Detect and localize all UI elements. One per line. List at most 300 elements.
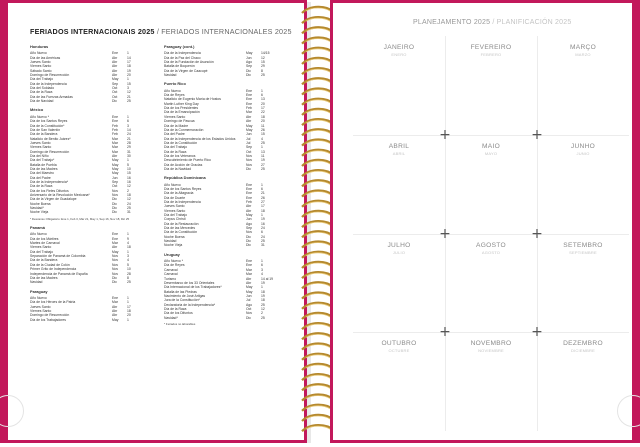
holiday-note: * Descanso Obligatorio: Ene 1, Feb 3, Mar 21, May 1, Sep 16, Nov 18, Dic 25	[30, 216, 130, 221]
holiday-month: Abr	[112, 60, 118, 65]
holiday-name: Desembarco de los 33 Orientales	[164, 280, 215, 285]
holiday-day: 20	[261, 119, 265, 124]
holiday-name: Año Nuevo	[30, 51, 47, 56]
holiday-name: Año Nuevo *	[164, 259, 184, 264]
holiday-name: Corpus Christi	[164, 217, 186, 222]
holiday-day: 24	[127, 201, 131, 206]
grid-divider-horizontal	[353, 234, 629, 235]
holiday-day: 25	[127, 206, 131, 211]
holiday-month: Mar	[246, 272, 252, 277]
holiday-month: May	[112, 77, 119, 82]
holiday-month: Feb	[246, 106, 252, 111]
holiday-month: Oct	[112, 184, 118, 189]
holiday-month: Ene	[246, 259, 253, 264]
holiday-name: Día del Niño	[30, 153, 49, 158]
holiday-month: Jul	[246, 298, 251, 303]
holiday-month: Abr	[246, 114, 252, 119]
month-cell	[353, 44, 445, 57]
holiday-day: 25	[127, 99, 131, 104]
holiday-name: Viernes Santo	[164, 114, 186, 119]
holiday-name: Día del Maestro	[30, 171, 54, 176]
holiday-day: 13	[261, 149, 265, 154]
month-cell	[537, 143, 629, 156]
holiday-month: May	[246, 51, 253, 56]
holiday-name: Día de la Raza	[30, 184, 53, 189]
holiday-month: Ene	[246, 97, 253, 102]
holiday-day: 16	[261, 221, 265, 226]
holiday-month: Ene	[246, 93, 253, 98]
month-name-es: FEBRERO	[480, 52, 502, 57]
holiday-day: 6	[127, 119, 129, 124]
holiday-name: Día de la Altagracia	[164, 191, 194, 196]
holiday-name: Año Nuevo	[164, 88, 181, 93]
holiday-day: 12	[127, 184, 131, 189]
holiday-month: Nov	[246, 153, 253, 158]
holiday-day: 1	[127, 295, 129, 300]
holiday-day: 31	[261, 243, 265, 248]
country-heading: República Dominicana	[164, 175, 206, 181]
holiday-day: 3	[127, 123, 129, 128]
holiday-name: Jura de la Constitución*	[164, 298, 200, 303]
holiday-day: 27	[261, 200, 265, 204]
holiday-month: Abr	[112, 308, 118, 313]
holiday-name: Día de la Ciudad de Colón	[30, 262, 70, 267]
holiday-day: 3	[127, 254, 129, 259]
holiday-month: Dic	[112, 206, 117, 211]
holiday-day: 18	[127, 64, 131, 69]
holiday-name: Día del Soldado	[30, 86, 55, 91]
holiday-day: 14	[127, 127, 131, 132]
grid-divider-horizontal	[353, 332, 629, 333]
month-name-es: MARZO	[575, 52, 591, 57]
holiday-month: Jun	[246, 217, 252, 222]
holiday-month: May	[112, 249, 119, 254]
month-cell	[445, 242, 537, 255]
holiday-day: 1	[127, 158, 129, 163]
holiday-month: Dic	[112, 99, 117, 104]
holiday-name: Día de los Héroes de la Patria	[30, 300, 76, 305]
holiday-day: 31	[127, 210, 131, 215]
month-name-es: DICIEMBRE	[570, 348, 596, 354]
holiday-day: 1	[261, 182, 263, 187]
holiday-name: Viernes Santo	[30, 308, 52, 313]
month-cell	[445, 143, 537, 156]
holiday-day: 18	[127, 245, 131, 250]
holiday-month: Ene	[246, 182, 253, 187]
holiday-name: Natalicio de Eugenio María de Hostos	[164, 97, 221, 102]
title-es: / FERIADOS INTERNACIONALES 2025	[154, 27, 292, 36]
holiday-month: Nov	[112, 267, 119, 272]
holiday-day: 4	[261, 272, 263, 277]
holiday-month: Jun	[246, 132, 252, 137]
holiday-month: Sep	[246, 226, 253, 231]
holiday-day: 24	[261, 226, 265, 231]
holiday-month: May	[246, 285, 253, 290]
holiday-name: Separación de Panamá de Colombia	[30, 254, 86, 259]
holiday-name: Día del Padre	[30, 175, 51, 180]
holiday-month: Ene	[112, 51, 119, 56]
holiday-day: 13	[261, 97, 265, 102]
holiday-month: Abr	[246, 280, 252, 285]
holiday-day: 29	[127, 145, 131, 150]
holiday-name: Viernes Santo	[30, 245, 52, 250]
month-name-pt: AGOSTO	[476, 241, 506, 249]
month-name-es: MAYO	[484, 150, 498, 156]
holiday-day: 31	[127, 149, 131, 154]
holiday-day: 14/15	[261, 51, 270, 56]
holiday-month: Abr	[112, 245, 118, 250]
holiday-day: 25	[127, 280, 131, 285]
holiday-month: Dic	[246, 68, 251, 73]
holiday-name: Primer Grito de Independencia	[30, 267, 77, 272]
holiday-name: Sábado Santo	[30, 68, 52, 73]
holiday-day: 1	[127, 114, 129, 119]
holiday-name: Navidad*	[30, 206, 44, 211]
holiday-name: Día de la Bandera	[30, 258, 58, 263]
holiday-day: 18	[261, 114, 265, 119]
holiday-day: 1	[127, 51, 129, 56]
holiday-name: Día de la Restauración	[164, 221, 199, 226]
holiday-day: 4	[127, 241, 129, 246]
holiday-name: Navidad	[164, 239, 177, 244]
planning-title-es: / PLANIFICACIÓN 2025	[490, 19, 572, 26]
holiday-month: Dic	[246, 243, 251, 248]
month-cell	[445, 340, 537, 353]
holiday-day: 17	[127, 60, 131, 65]
holiday-day: 24	[261, 234, 265, 239]
holiday-day: 18	[127, 308, 131, 313]
holiday-month: Nov	[246, 230, 253, 235]
corner-decoration	[0, 395, 24, 427]
month-cell	[445, 44, 537, 57]
planning-title	[413, 19, 571, 26]
holiday-day: 8	[127, 275, 129, 280]
month-name-es: AGOSTO	[481, 249, 501, 255]
cross-marker: +	[439, 225, 451, 242]
holiday-name: Navidad	[30, 280, 43, 285]
holiday-name: Viernes Santo	[30, 64, 52, 69]
holiday-month: Dic	[112, 210, 117, 215]
holiday-name: Día de la Bandera	[30, 132, 58, 137]
country-heading: Honduras	[30, 44, 49, 49]
holiday-month: Nov	[246, 162, 253, 167]
holiday-day: 25	[261, 73, 265, 78]
holiday-month: Dic	[246, 239, 251, 244]
holiday-day: 21	[261, 191, 265, 196]
holiday-month: Abr	[112, 55, 118, 60]
holiday-day: 5	[127, 162, 129, 167]
holiday-day: 18	[261, 208, 265, 213]
holiday-day: 16	[127, 175, 131, 180]
cross-marker: +	[531, 324, 543, 341]
holiday-name: Día del Trabajo	[164, 213, 187, 218]
holiday-day: 6	[261, 263, 263, 268]
holiday-day: 3	[127, 86, 129, 91]
holiday-row	[164, 167, 296, 171]
holiday-name: Día del Trabajo	[30, 249, 53, 254]
holiday-month: Ago	[246, 302, 253, 307]
holiday-month: Feb	[246, 200, 252, 204]
holiday-month: Mar	[112, 145, 118, 150]
holiday-name: Domingo de Pascua	[164, 119, 195, 124]
holiday-month: Dic	[246, 234, 251, 239]
holiday-month: Sep	[112, 179, 119, 184]
cross-marker: +	[531, 225, 543, 242]
holiday-day: 1	[127, 232, 129, 237]
holiday-name: Día del Trabajo	[164, 145, 187, 150]
holiday-name: Jueves Santo	[164, 204, 185, 209]
holiday-month: Mar	[112, 149, 118, 154]
holiday-day: 28	[127, 140, 131, 145]
holiday-name: Año Nuevo	[164, 182, 181, 187]
holiday-month: Dic	[112, 201, 117, 206]
holiday-day: 1	[261, 88, 263, 93]
holiday-name: Batalla de las Piedras	[164, 289, 197, 294]
holiday-name: Día de los Difuntos	[164, 311, 193, 316]
holiday-month: Ene	[246, 195, 253, 200]
holiday-row	[30, 318, 158, 322]
holiday-day: 21	[127, 136, 131, 141]
month-name-pt: SETEMBRO	[563, 241, 603, 249]
holiday-day: 16	[127, 179, 131, 184]
cross-marker: +	[439, 126, 451, 143]
holiday-day: 21	[127, 94, 131, 99]
holiday-day: 5	[127, 262, 129, 267]
holiday-month: Abr	[246, 276, 252, 281]
country-heading: México	[30, 107, 44, 113]
holiday-name: Día de San Valentín	[30, 127, 61, 132]
holiday-month: Jul	[246, 136, 251, 141]
holiday-day: 29	[261, 64, 265, 69]
holidays-title	[30, 27, 292, 36]
holiday-name: Día de las Madres	[30, 275, 58, 280]
holiday-month: Dic	[246, 73, 251, 78]
holiday-day: 12	[127, 197, 131, 202]
holiday-note: * Feriados no laborables	[164, 321, 196, 326]
holiday-day: 6	[261, 186, 263, 191]
holiday-month: Oct	[112, 86, 118, 91]
holiday-day: 20	[127, 313, 131, 318]
holiday-month: Mar	[246, 110, 252, 115]
cross-marker: +	[439, 324, 451, 341]
holiday-day: 18	[261, 298, 265, 303]
holiday-day: 12	[261, 55, 265, 60]
holiday-name: Día de las Mercedes	[164, 226, 196, 231]
holiday-month: Dic	[246, 166, 251, 171]
year-planner-grid	[353, 36, 629, 431]
holiday-month: Mar	[112, 300, 118, 305]
holiday-month: May	[112, 171, 119, 176]
holiday-name: Domingo de Resurrección	[30, 73, 70, 78]
holiday-day: 19	[261, 293, 265, 298]
month-cell	[353, 242, 445, 255]
holiday-day: 4	[261, 136, 263, 141]
holiday-day: 10	[127, 166, 131, 171]
month-name-pt: MARÇO	[569, 44, 597, 51]
holiday-day: 19	[261, 280, 265, 285]
holiday-month: Abr	[246, 204, 252, 209]
holiday-day: 15	[261, 60, 265, 65]
holiday-name: Día de las Madres	[30, 166, 58, 171]
holiday-day: 4	[127, 258, 129, 263]
holiday-name: Día de la Fundación de Asunción	[164, 60, 214, 65]
holiday-name: Día de la Emancipación	[164, 110, 200, 115]
holiday-month: May	[112, 317, 119, 322]
month-name-pt: OUTUBRO	[381, 340, 417, 348]
holiday-month: Jun	[112, 175, 118, 180]
holiday-name: Día de la Constitución	[164, 230, 198, 235]
holiday-day: 18	[127, 193, 131, 197]
holiday-month: Nov	[246, 311, 253, 316]
holiday-name: Día del Trabajo*	[30, 158, 55, 163]
holiday-name: Noche Vieja	[30, 210, 49, 215]
holidays-column-1	[30, 45, 158, 322]
country-heading: Paraguay (cont.)	[164, 44, 195, 49]
holiday-day: 1	[127, 249, 129, 254]
holiday-name: Día de la Conmemoración	[164, 127, 204, 132]
holiday-day: 17	[261, 204, 265, 209]
holiday-day: 19	[261, 158, 265, 163]
holiday-name: Día de los Santos Reyes	[30, 119, 68, 124]
holiday-month: Mar	[246, 267, 252, 272]
holiday-name: Domingo de Resurrección	[30, 149, 70, 154]
holiday-day: 14 al 19	[261, 276, 274, 281]
holiday-row	[30, 99, 158, 103]
holiday-month: Dic	[246, 315, 251, 320]
holiday-name: Día de la Independencia*	[30, 179, 69, 184]
month-name-pt: JUNHO	[570, 142, 596, 150]
month-name-es: NOVIEMBRE	[478, 348, 504, 354]
month-name-es: JUNIO	[576, 150, 590, 156]
holiday-name: Viernes Santo	[164, 208, 186, 213]
month-name-es: OCTUBRE	[388, 348, 410, 354]
month-name-es: ABRIL	[392, 150, 406, 156]
holiday-day: 1	[127, 300, 129, 305]
holiday-day: 8	[261, 68, 263, 73]
holiday-day: 1	[261, 213, 263, 218]
holiday-day: 20	[261, 101, 265, 106]
month-name-pt: ABRIL	[388, 142, 410, 150]
holiday-name: Declaratoria de la Independencia*	[164, 302, 216, 307]
holiday-name: Noche Buena	[30, 201, 51, 206]
holiday-day: 12	[127, 90, 131, 95]
month-name-pt: NOVEMBRO	[470, 340, 512, 348]
holiday-month: Mar	[112, 136, 118, 141]
holiday-name: Día de Reyes	[164, 263, 185, 268]
holiday-month: Sep	[246, 145, 253, 150]
holiday-month: May	[246, 213, 253, 218]
holiday-name: Independencia de Panamá de España	[30, 271, 88, 276]
holiday-month: Abr	[112, 64, 118, 69]
holiday-month: Sep	[246, 64, 253, 69]
holiday-month: Abr	[112, 313, 118, 318]
holiday-month: Jul	[246, 140, 251, 145]
holiday-month: Mar	[112, 241, 118, 246]
month-cell	[353, 340, 445, 353]
holiday-month: Ene	[246, 191, 253, 196]
holiday-month: Ene	[246, 88, 253, 93]
country-heading: Uruguay	[164, 251, 180, 257]
holiday-name: Día de los Trabajadores	[30, 317, 66, 322]
holiday-name: Día de la Raza	[164, 306, 187, 311]
holiday-name: Día del Trabajo	[30, 77, 53, 82]
holiday-day: 28	[127, 271, 131, 276]
holiday-month: Feb	[112, 123, 118, 128]
holiday-month: Abr	[246, 119, 252, 124]
holiday-day: 10	[127, 267, 131, 272]
holiday-month: Oct	[246, 306, 252, 311]
holiday-month: Abr	[112, 68, 118, 73]
grid-divider-horizontal	[353, 135, 629, 136]
holiday-day: 25	[261, 239, 265, 244]
holiday-name: Día de Duarte	[164, 195, 186, 200]
holiday-name: Día de la Constitución*	[30, 123, 65, 128]
holiday-day: 15	[127, 81, 131, 86]
holiday-day: 9	[127, 236, 129, 241]
month-cell	[537, 340, 629, 353]
holiday-name: Noche Vieja	[164, 243, 183, 248]
holiday-month: Ene	[112, 119, 119, 124]
holiday-month: Abr	[112, 153, 118, 158]
month-cell	[353, 143, 445, 156]
holiday-name: Día de Reyes	[164, 93, 185, 98]
holiday-day: 1	[127, 317, 129, 322]
holiday-name: Natalicio de Benito Juárez*	[30, 136, 71, 141]
holiday-row	[164, 243, 296, 247]
holiday-name: Día de la Independencia de los Estados Unidos	[164, 136, 236, 141]
holiday-name: Viernes Santo	[30, 145, 52, 150]
holiday-month: Ene	[112, 114, 119, 119]
holiday-day: 22	[261, 110, 265, 115]
holiday-day: 6	[261, 230, 263, 235]
holiday-name: Jueves Santo	[30, 304, 51, 309]
holiday-day: 2	[127, 188, 129, 193]
holiday-month: Jun	[246, 55, 252, 60]
holiday-name: Nacimiento de José Artigas	[164, 293, 206, 298]
holiday-month: Ene	[246, 101, 253, 106]
cross-marker: +	[531, 126, 543, 143]
holiday-name: Día de la Independencia	[30, 81, 67, 86]
holiday-name: Carnaval	[164, 267, 178, 272]
holiday-month: Mar	[112, 140, 118, 145]
holiday-name: Año Nuevo	[30, 295, 47, 300]
country-heading: Paraguay	[30, 288, 48, 294]
month-name-pt: JANEIRO	[383, 44, 415, 51]
holiday-day: 1	[261, 259, 263, 264]
holiday-month: May	[112, 158, 119, 163]
holiday-name: Día de la Independencia	[164, 51, 201, 56]
holiday-row	[164, 73, 296, 77]
holiday-month: Ene	[112, 295, 119, 300]
holiday-day: 25	[261, 140, 265, 145]
holiday-month: May	[246, 127, 253, 132]
holiday-day: 11	[261, 153, 265, 158]
holiday-day: 30	[127, 153, 131, 158]
holiday-name: Día de las Fuerzas Armadas	[30, 94, 73, 99]
holiday-day: 17	[127, 304, 131, 309]
holiday-day: 26	[261, 195, 265, 200]
holiday-month: Feb	[112, 127, 118, 132]
month-name-es: ENERO	[391, 52, 407, 57]
holiday-row	[164, 316, 296, 320]
holiday-name: Día de la Paz del Chaco	[164, 55, 201, 60]
holiday-name: Día de las Américas	[30, 55, 61, 60]
holiday-month: Dic	[112, 275, 117, 280]
month-cell	[537, 242, 629, 255]
holiday-month: Ago	[246, 221, 253, 226]
holiday-month: Abr	[112, 304, 118, 309]
holiday-name: Aniversario de la Revolución Mexicana*	[30, 193, 90, 197]
